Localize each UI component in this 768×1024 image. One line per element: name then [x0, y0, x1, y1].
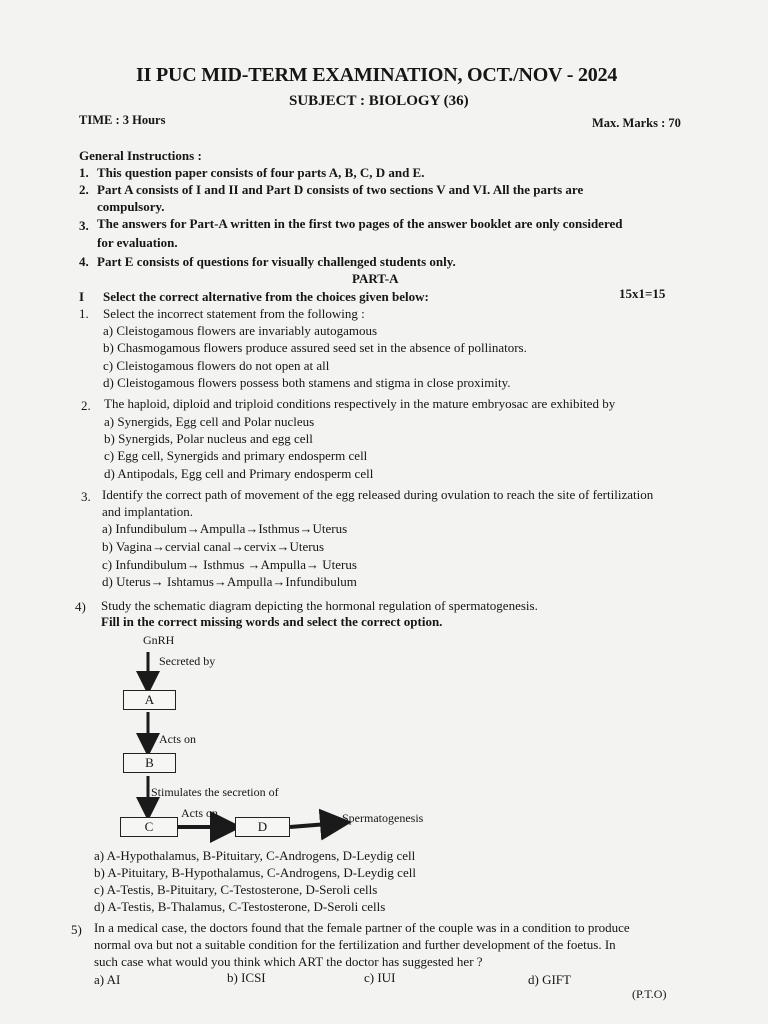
box-d: D [235, 817, 290, 837]
instruction-2-line2: compulsory. [97, 199, 165, 214]
box-a: A [123, 690, 176, 710]
q1-text: Select the incorrect statement from the following : [103, 306, 365, 321]
q1-option-c: c) Cleistogamous flowers do not open at all [103, 358, 330, 373]
instruction-1: This question paper consists of four parts A, B, C, D and E. [97, 165, 425, 180]
q2-text: The haploid, diploid and triploid conditions respectively in the mature embryosac are exhibited by [104, 396, 616, 411]
time-label: TIME : 3 Hours [79, 113, 166, 127]
q1-option-a: a) Cleistogamous flowers are invariably autogamous [103, 323, 378, 338]
section-i-instruction: Select the correct alternative from the choices given below: [103, 289, 429, 304]
label-acts-on-1: Acts on [159, 732, 196, 746]
label-spermatogenesis: Spermatogenesis [342, 811, 424, 825]
q4-option-a: a) A-Hypothalamus, B-Pituitary, C-Androgens, D-Leydig cell [94, 848, 416, 863]
q2-option-a: a) Synergids, Egg cell and Polar nucleus [104, 414, 315, 429]
q3-option-c: c) Infundibulum→ Isthmus →Ampulla→ Uterus [102, 557, 357, 572]
page-turn-note: (P.T.O) [632, 987, 667, 1001]
section-i-marks: 15x1=15 [619, 286, 666, 301]
q1-option-b: b) Chasmogamous flowers produce assured seed set in the absence of pollinators. [103, 340, 527, 355]
box-c: C [120, 817, 178, 837]
q5-option-b: b) ICSI [227, 970, 266, 985]
instruction-2-num: 2. [79, 182, 89, 197]
instruction-1-num: 1. [79, 165, 89, 180]
q3-number: 3. [81, 489, 91, 504]
q4-option-c: c) A-Testis, B-Pituitary, C-Testosterone, D-Seroli cells [94, 882, 378, 897]
q5-option-c: c) IUI [364, 970, 396, 985]
q4-instruction: Fill in the correct missing words and select the correct option. [101, 614, 443, 629]
section-i-number: I [79, 289, 85, 304]
label-gnrh: GnRH [143, 633, 175, 647]
instruction-4: Part E consists of questions for visually challenged students only. [97, 254, 456, 269]
q5-text-line1: In a medical case, the doctors found that the female partner of the couple was in a condition to produce [94, 920, 630, 935]
q1-option-d: d) Cleistogamous flowers possess both stamens and stigma in close proximity. [103, 375, 511, 390]
arrow-d-to-spermatogenesis [290, 823, 340, 827]
label-secreted-by: Secreted by [159, 654, 216, 668]
instruction-3-num: 3. [79, 218, 89, 233]
q2-option-c: c) Egg cell, Synergids and primary endosperm cell [104, 448, 368, 463]
q3-option-a: a) Infundibulum→Ampulla→Isthmus→Uterus [102, 521, 348, 536]
instruction-4-num: 4. [79, 254, 89, 269]
q3-text-line1: Identify the correct path of movement of the egg released during ovulation to reach the site of fertilization [102, 487, 654, 502]
q5-option-d: d) GIFT [528, 972, 571, 987]
q3-option-b: b) Vagina→cervial canal→cervix→Uterus [102, 539, 325, 554]
q4-option-b: b) A-Pituitary, B-Hypothalamus, C-Androgens, D-Leydig cell [94, 865, 416, 880]
q3-text-line2: and implantation. [102, 504, 193, 519]
part-a-heading: PART-A [352, 271, 399, 286]
q5-number: 5) [71, 922, 82, 937]
label-stimulates-secretion: Stimulates the secretion of [151, 785, 279, 799]
q2-option-b: b) Synergids, Polar nucleus and egg cell [104, 431, 313, 446]
box-b: B [123, 753, 176, 773]
q5-option-a: a) AI [94, 972, 121, 987]
instruction-2-line1: Part A consists of I and II and Part D consists of two sections V and VI. All the parts are [97, 182, 584, 197]
q4-option-d: d) A-Testis, B-Thalamus, C-Testosterone, D-Seroli cells [94, 899, 386, 914]
q2-option-d: d) Antipodals, Egg cell and Primary endosperm cell [104, 466, 374, 481]
q5-text-line2: normal ova but not a suitable condition for the fertilization and further development of the foetus. In [94, 937, 616, 952]
exam-title: II PUC MID-TERM EXAMINATION, OCT./NOV - 2024 [136, 64, 618, 86]
instruction-3-line2: for evaluation. [97, 235, 178, 250]
q3-option-d: d) Uterus→ Ishtamus→Ampulla→Infundibulum [102, 574, 357, 589]
q5-text-line3: such case what would you think which ART the doctor has suggested her ? [94, 954, 483, 969]
label-acts-on-2: Acts on [181, 806, 218, 820]
q4-number: 4) [75, 599, 86, 614]
instructions-heading: General Instructions : [79, 148, 202, 163]
q4-text: Study the schematic diagram depicting the hormonal regulation of spermatogenesis. [101, 598, 538, 613]
max-marks-label: Max. Marks : 70 [592, 116, 681, 130]
instruction-3-line1: The answers for Part-A written in the first two pages of the answer booklet are only considered [97, 216, 623, 231]
subject-line: SUBJECT : BIOLOGY (36) [289, 93, 469, 109]
q1-number: 1. [79, 306, 89, 321]
q2-number: 2. [81, 398, 91, 413]
